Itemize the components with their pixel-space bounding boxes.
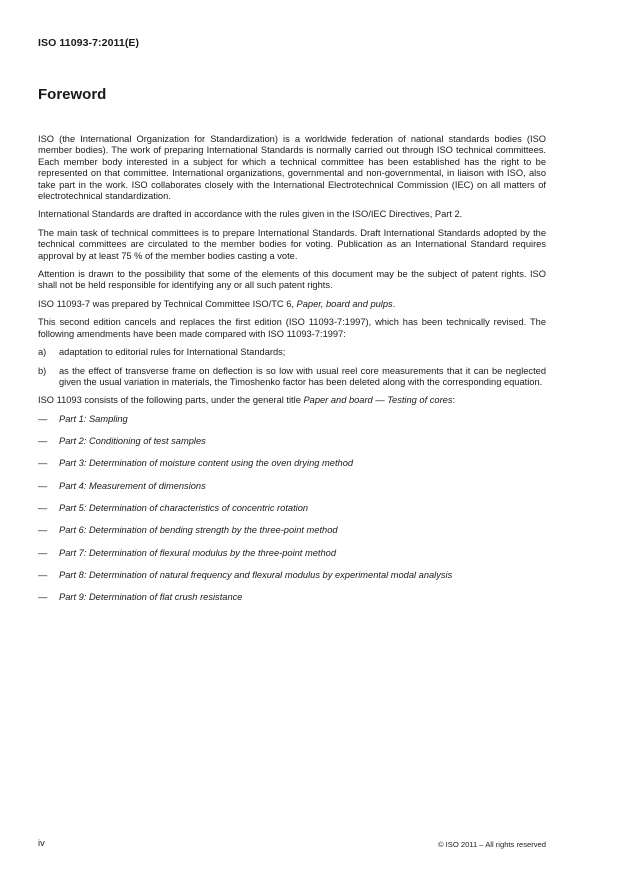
- parts-intro-paragraph: [38, 395, 546, 406]
- list-item: [38, 525, 546, 547]
- parts-list: [38, 414, 546, 615]
- list-dash: —: [38, 436, 48, 447]
- part-title: Part 4: Measurement of dimensions: [59, 480, 206, 491]
- list-item: [38, 592, 546, 614]
- list-dash: —: [38, 547, 48, 558]
- part-title: Part 2: Conditioning of test samples: [59, 436, 206, 447]
- part-title: Part 9: Determination of flat crush resistance: [59, 592, 243, 603]
- list-dash: —: [38, 480, 48, 491]
- part-title: Part 8: Determination of natural frequency and flexural modulus by experimental modal analysis: [59, 569, 453, 580]
- list-dash: —: [38, 569, 48, 580]
- paragraph: Attention is drawn to the possibility that some of the elements of this document may be the subject of patent rights. ISO shall not be held responsible for identifying any or all such patent rights.: [38, 269, 546, 291]
- paragraph: ISO (the International Organization for Standardization) is a worldwide federation of national standards bodies (ISO member bodies). The work of preparing International Standards is normally carried out through ISO technical committees. Each member body interested in a subject for which a technical committee has been established has the right to be represented on that committee. International organizations, governmental and non-governmental, in liaison with ISO, also take part in the work. ISO collaborates closely with the International Electrotechnical Commission (IEC) on all matters of electrotechnical standardization.: [38, 134, 546, 202]
- amendment-label: a): [38, 347, 47, 358]
- list-item: [38, 548, 546, 570]
- page-title: Foreword: [38, 86, 107, 103]
- amendment-text: adaptation to editorial rules for International Standards;: [59, 347, 286, 358]
- copyright-notice: © ISO 2011 – All rights reserved: [437, 840, 546, 849]
- document-id: ISO 11093-7:2011(E): [38, 37, 140, 49]
- amendment-item: [38, 366, 546, 389]
- list-dash: —: [38, 502, 48, 513]
- list-item: [38, 414, 546, 436]
- amendment-text: as the effect of transverse frame on deflection is so low with usual reel core measurements that it can be neglected given the usual variation in materials, the Timoshenko factor has been deleted along with the corresponding equation.: [59, 365, 546, 387]
- part-title: Part 5: Determination of characteristics of concentric rotation: [59, 502, 309, 513]
- list-item: [38, 458, 546, 480]
- paragraph: International Standards are drafted in accordance with the rules given in the ISO/IEC Directives, Part 2.: [38, 209, 463, 220]
- part-title: Part 7: Determination of flexural modulus by the three-point method: [59, 547, 336, 558]
- list-item: [38, 481, 546, 503]
- prepared-by-suffix: .: [392, 298, 396, 309]
- prepared-by-paragraph: [38, 299, 546, 310]
- committee-name: Paper, board and pulps: [296, 298, 393, 309]
- list-dash: —: [38, 413, 48, 424]
- general-title: Paper and board — Testing of cores: [303, 395, 453, 406]
- amendment-item: [38, 347, 546, 358]
- edition-paragraph: This second edition cancels and replaces the first edition (ISO 11093-7:1997), which has been technically revised. The following amendments have been made compared with ISO 11093-7:1997:: [38, 317, 546, 339]
- part-title: Part 6: Determination of bending strength by the three-point method: [59, 525, 338, 536]
- amendment-label: b): [38, 365, 47, 376]
- list-item: [38, 570, 546, 592]
- page-number: iv: [38, 838, 45, 848]
- list-item: [38, 436, 546, 458]
- list-item: [38, 503, 546, 525]
- part-title: Part 3: Determination of moisture content using the oven drying method: [59, 458, 354, 469]
- list-dash: —: [38, 592, 48, 603]
- foreword-body: [38, 134, 546, 614]
- list-dash: —: [38, 525, 48, 536]
- paragraph: The main task of technical committees is to prepare International Standards. Draft International Standards adopted by the technical committees are circulated to the member bodies for voting. Publication as an International Standard requires approval by at least 75 % of the member bodies casting a vote.: [38, 227, 546, 261]
- part-title: Part 1: Sampling: [59, 413, 128, 424]
- prepared-by-prefix: ISO 11093-7 was prepared by Technical Committee ISO/TC 6,: [38, 298, 297, 309]
- parts-intro-prefix: ISO 11093 consists of the following parts, under the general title: [38, 395, 304, 406]
- parts-intro-suffix: :: [452, 395, 456, 406]
- list-dash: —: [38, 458, 48, 469]
